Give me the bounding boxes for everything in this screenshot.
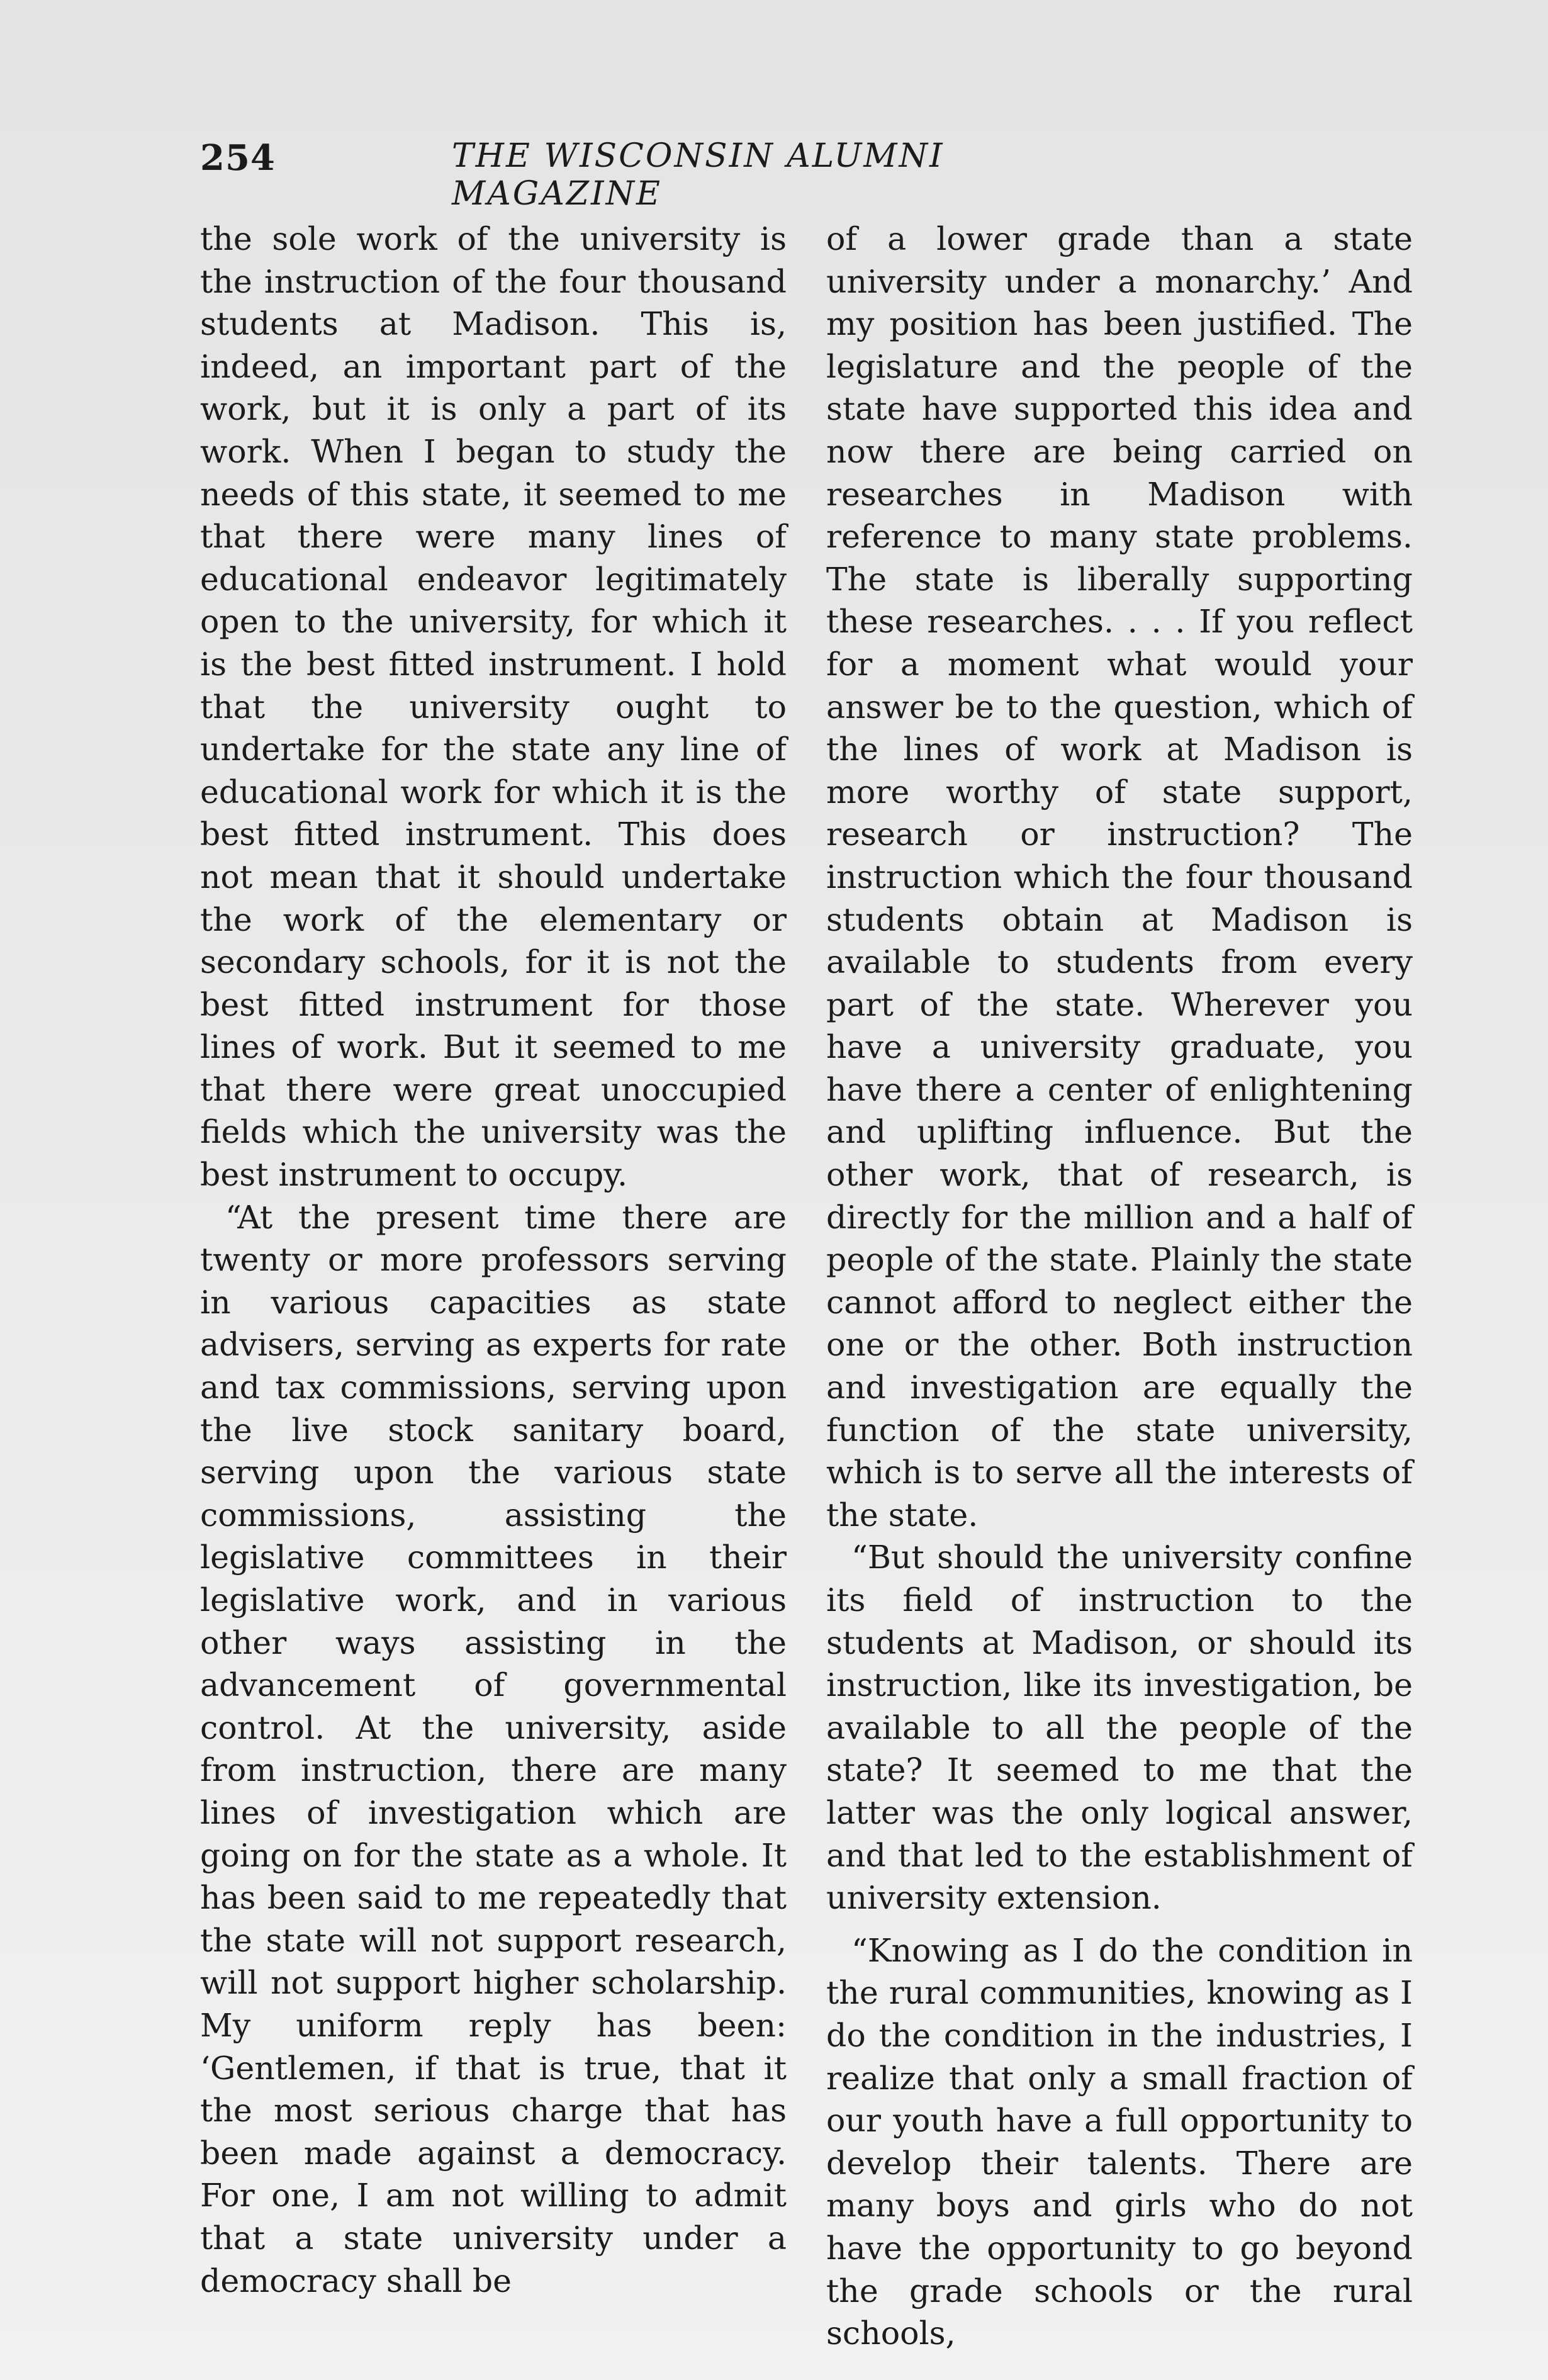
right-column xyxy=(826,218,1413,2355)
page-number: 254 xyxy=(200,137,276,179)
right-paragraph-2: “But should the university confine its field of instruction to the students at Madison, or should its instruction, like its investigation, be available to all the people of the state? It seemed to me that the latter was the only logical answer, and that led to the establishment of university extension. xyxy=(826,1539,1413,1917)
running-head xyxy=(200,137,1157,213)
magazine-title: THE WISCONSIN ALUMNI MAGAZINE xyxy=(452,137,945,213)
left-paragraph-2: “At the present time there are twenty or more professors serving in various capacities as state advisers, serving as experts for rate and tax commissions, serving upon the live stock sanitary board, serving upon the various state commissions, assisting the legislative committees in their legislative work, and in various other ways assisting in the advancement of governmental control. At the university, aside from instruction, there are many lines of investigation which are going on for the state as a whole. It has been said to me repeatedly that the state will not support research, will not support higher scholarship. My uniform reply has been: ‘Gentlemen, if that is true, that it the most serious charge that has been made against a democracy. For one, I am not willing to admit that a state university under a democracy shall be xyxy=(200,1198,787,2299)
left-column xyxy=(200,218,787,2302)
left-paragraph-1: the sole work of the university is the instruction of the four thousand students at Madison. This is, indeed, an important part of the work, but it is only a part of its work. When I began to study the needs of this state, it seemed to me that there were many lines of educational endeavor legitimately open to the university, for which it is the best fitted instrument. I hold that the university ought to undertake for the state any line of educational work for which it is the best fitted instrument. This does not mean that it should undertake the work of the elementary or secondary schools, for it is not the best fitted instrument for those lines of work. But it seemed to me that there were great unoccupied fields which the university was the best instrument to occupy. xyxy=(200,220,787,1194)
right-paragraph-1: of a lower grade than a state university under a monarchy.’ And my position has been justified. The legislature and the people of the state have supported this idea and now there are being carried on researches in Madison with reference to many state problems. The state is liberally supporting these researches. . . . If you reflect for a moment what would your answer be to the question, which of the lines of work at Madison is more worthy of state support, research or instruction? The instruction which the four thousand students obtain at Madison is available to students from every part of the state. Wherever you have a university graduate, you have there a center of enlightening and uplifting influence. But the other work, that of research, is directly for the million and a half of people of the state. Plainly the state cannot afford to neglect either the one or the other. Both instruction and investigation are equally the function of the state university, which is to serve all the interests of the state. xyxy=(826,220,1413,1534)
right-paragraph-3: “Knowing as I do the condition in the rural communities, knowing as I do the condition in the industries, I realize that only a small fraction of our youth have a full opportunity to develop their talents. There are many boys and girls who do not have the opportunity to go beyond the grade schools or the rural schools, xyxy=(826,1931,1413,2352)
